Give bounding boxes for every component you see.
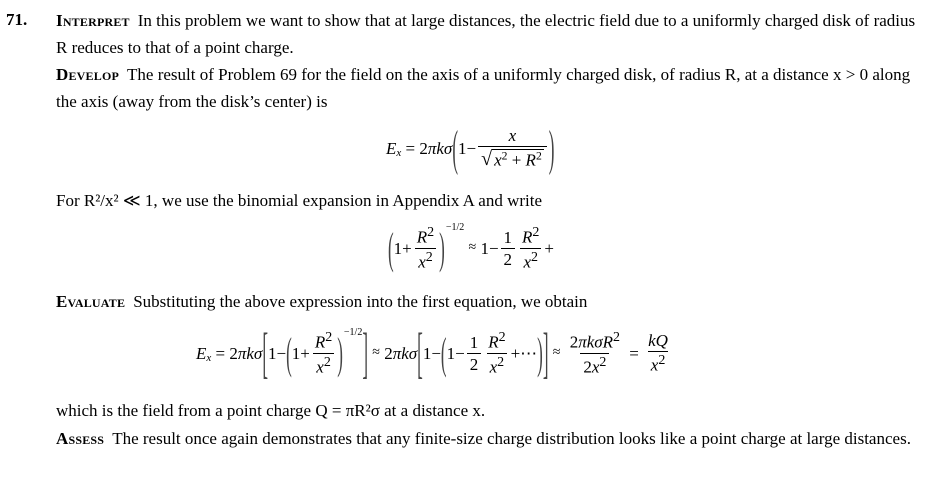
equation-field-on-axis: E x = 2 πkσ ( 1− x √ $x^2 + R^2$ ) [386,120,555,176]
interpret-paragraph [56,7,926,61]
point-charge-paragraph: which is the field from a point charge Q = πR²σ at a distance x. [56,401,486,420]
assess-paragraph [56,425,926,452]
develop-paragraph [56,61,926,115]
evaluate-paragraph [56,288,926,315]
binomial-paragraph: For R²/x² ≪ 1, we use the binomial expansion in Appendix A and write [56,191,542,210]
evaluate-text: Substituting the above expression into the first equation, we obtain [133,292,588,311]
equation-binomial-expansion: ( 1+ $\frac{R^2}{x^2}$ ) −1/2 ≈ 1− $\frac{1}{2}$ $\frac{R^2}{x^2}$ + [388,222,555,273]
interpret-text: In this problem we want to show that at large distances, the electric field due to a uniformly charged disk of radius R reduces to that of a point charge. [56,11,916,57]
equation-evaluation: E x = 2 πkσ [ 1− ( 1+ $\frac{R^2}{x^2}$ ) −1/2 ] ≈ 2 πkσ [ 1− ( 1− $\frac{1}{2}$ $\frac{R^2}{x^2}$ +⋯ ) ] ≈ $\frac{2\pi k\sigma R^2}{2x^2}$ = $\frac{kQ}{x^2}$ [196,321,668,385]
evaluate-heading: Evaluate [56,292,126,311]
develop-heading: Develop [56,65,120,84]
develop-text: The result of Problem 69 for the field on the axis of a uniformly charged disk, of radius R, at a distance x > 0 along the axis (away from the disk’s center) is [56,65,911,111]
assess-heading: Assess [56,429,105,448]
assess-text: The result once again demonstrates that any finite-size charge distribution looks like a point charge at large distances. [112,429,911,448]
interpret-heading: Interpret [56,11,130,30]
problem-number: 71. [6,10,28,29]
